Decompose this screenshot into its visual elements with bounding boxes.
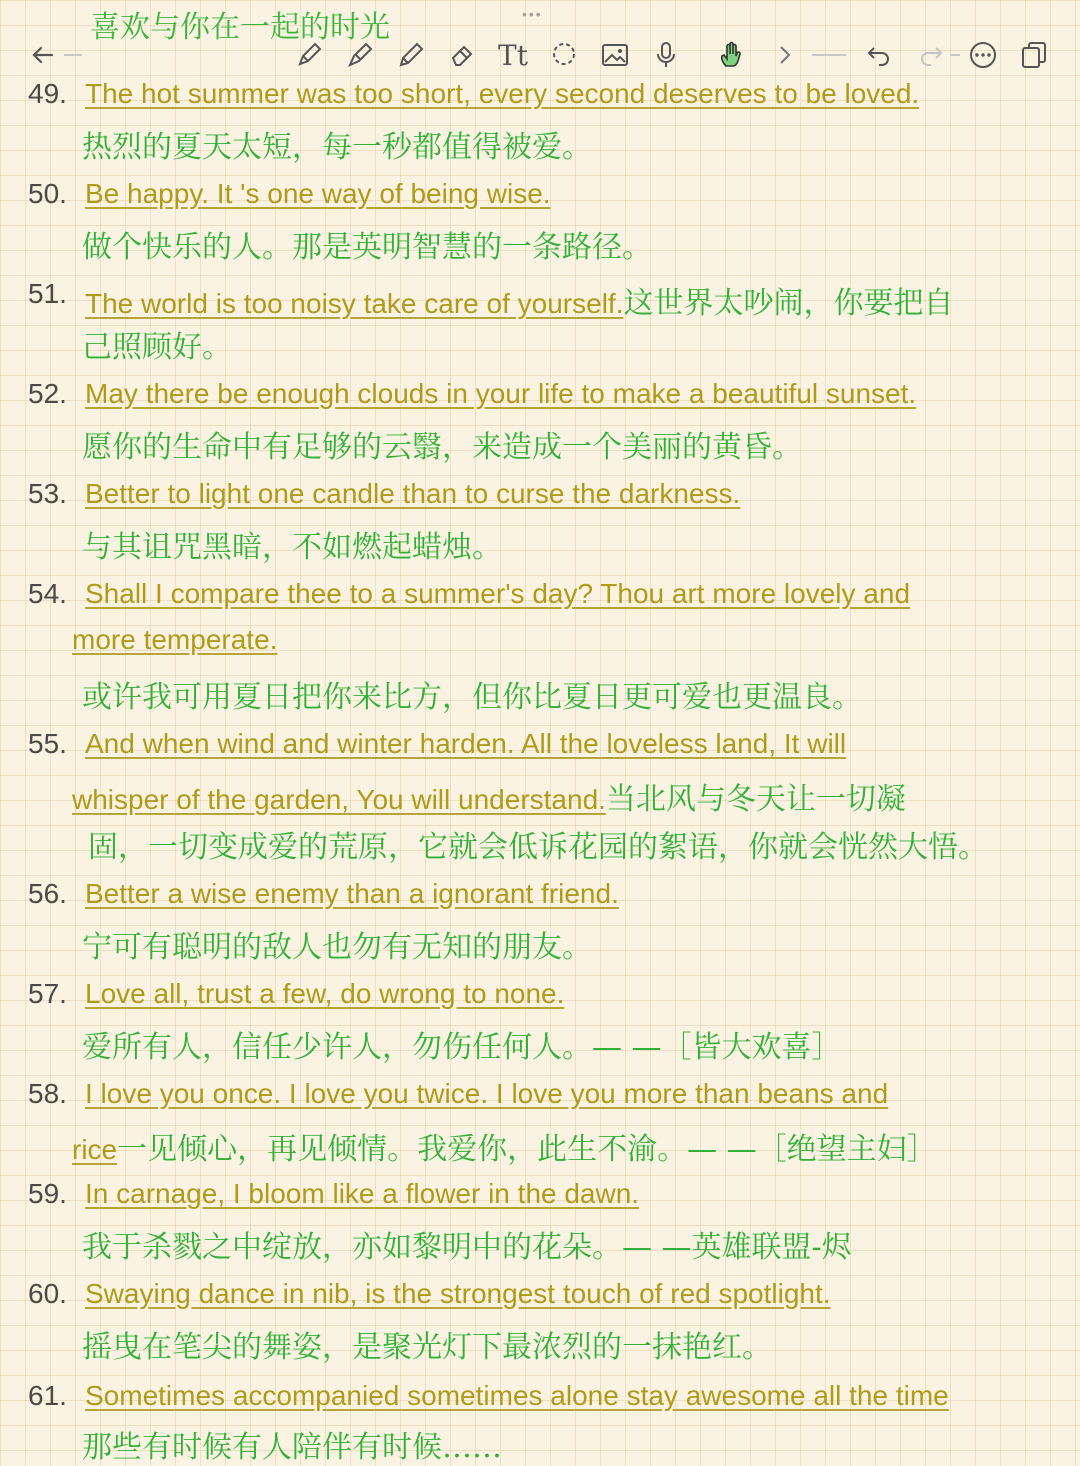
item-number: 49.: [28, 78, 67, 109]
more-icon[interactable]: [964, 36, 1002, 74]
pencil-icon[interactable]: [392, 36, 430, 74]
chinese-translation: [82, 522, 502, 572]
highlighter-icon[interactable]: [341, 36, 379, 74]
english-quote: Be happy. It 's one way of being wise.: [85, 178, 551, 209]
chinese-text-inline: 一见倾心，再见倾情。我爱你，此生不渝。— —［绝望主妇］: [117, 1132, 937, 1167]
pen-icon[interactable]: [290, 36, 328, 74]
item-number: 55.: [28, 728, 67, 759]
chinese-translation: [82, 1022, 842, 1072]
item-number: 52.: [28, 378, 67, 409]
chinese-text: 宁可有聪明的敌人也勿有无知的朋友。: [82, 930, 592, 965]
chinese-text: 固，一切变成爱的荒原，它就会低诉花园的絮语，你就会恍然大悟。: [88, 830, 988, 865]
english-quote: May there be enough clouds in your life to make a beautiful sunset.: [85, 378, 917, 409]
english-quote: And when wind and winter harden. All the loveless land, It will: [85, 728, 847, 759]
image-icon[interactable]: [596, 36, 634, 74]
item-number: 61.: [28, 1380, 67, 1411]
document-title[interactable]: 喜欢与你在一起的时光: [90, 10, 390, 45]
chinese-text: 那些有时候有人陪伴有时候……: [82, 1430, 502, 1465]
chinese-translation: [82, 922, 592, 972]
chinese-text: 愿你的生命中有足够的云翳，来造成一个美丽的黄昏。: [82, 430, 802, 465]
item-number: 60.: [28, 1278, 67, 1309]
english-quote: more temperate.: [72, 624, 278, 655]
english-quote: Swaying dance in nib, is the strongest touch of red spotlight.: [85, 1278, 831, 1309]
item-number: 53.: [28, 478, 67, 509]
english-quote: The world is too noisy take care of yourself.: [85, 288, 624, 319]
chinese-text: 或许我可用夏日把你来比方，但你比夏日更可爱也更温良。: [82, 680, 862, 715]
chinese-translation: [82, 222, 652, 272]
english-quote: whisper of the garden, You will understand.: [72, 784, 606, 815]
hand-gesture-icon[interactable]: [712, 36, 750, 74]
drag-handle[interactable]: •••: [522, 6, 543, 22]
english-quote: Sometimes accompanied sometimes alone stay awesome all the time: [85, 1380, 949, 1411]
item-number: 59.: [28, 1178, 67, 1209]
chinese-text: 摇曳在笔尖的舞姿，是聚光灯下最浓烈的一抹艳红。: [82, 1330, 772, 1365]
pages-icon[interactable]: [1015, 36, 1053, 74]
chinese-translation: [82, 422, 802, 472]
english-quote: In carnage, I bloom like a flower in the dawn.: [85, 1178, 640, 1209]
chinese-translation: [82, 122, 592, 172]
chinese-translation: [82, 672, 862, 722]
english-quote: Shall I compare thee to a summer's day? Thou art more lovely and: [85, 578, 911, 609]
english-quote: Better a wise enemy than a ignorant friend.: [85, 878, 619, 909]
text-tool-icon[interactable]: Tt: [498, 38, 528, 72]
toolbar: [0, 0, 1080, 80]
lasso-icon[interactable]: [545, 36, 583, 74]
english-quote-continuation: [72, 774, 906, 824]
english-quote: I love you once. I love you twice. I love you more than beans and: [85, 1078, 889, 1109]
chinese-text: 做个快乐的人。那是英明智慧的一条路径。: [82, 230, 652, 265]
english-quote: Love all, trust a few, do wrong to none.: [85, 978, 565, 1009]
toolbar-divider: [950, 54, 960, 56]
item-number: 50.: [28, 178, 67, 209]
chinese-text-inline: 当北风与冬天让一切凝: [605, 782, 906, 817]
back-arrow-icon[interactable]: [24, 36, 62, 74]
chinese-text: 我于杀戮之中绽放，亦如黎明中的花朵。— —英雄联盟-烬: [82, 1230, 852, 1265]
chevron-right-icon[interactable]: [766, 36, 804, 74]
item-number: 57.: [28, 978, 67, 1009]
english-quote: The hot summer was too short, every second deserves to be loved.: [85, 78, 920, 109]
english-quote: rice: [72, 1134, 118, 1165]
eraser-icon[interactable]: [443, 36, 481, 74]
chinese-text: 热烈的夏天太短，每一秒都值得被爱。: [82, 130, 592, 165]
chinese-text-inline: 这世界太吵闹，你要把自: [623, 286, 954, 321]
partially-visible-line: [0, 1420, 1080, 1465]
english-quote: Better to light one candle than to curse the darkness.: [85, 478, 741, 509]
chinese-translation: [88, 822, 988, 872]
item-number: 51.: [28, 278, 67, 309]
chinese-text: 己照顾好。: [82, 330, 232, 365]
chinese-translation: [82, 1322, 772, 1372]
undo-icon[interactable]: [860, 36, 898, 74]
chinese-translation: [82, 1222, 852, 1272]
item-number: 54.: [28, 578, 67, 609]
redo-icon[interactable]: [912, 36, 950, 74]
chinese-translation: [82, 322, 232, 372]
english-quote-continuation: [72, 1124, 937, 1174]
chinese-text: 与其诅咒黑暗，不如燃起蜡烛。: [82, 530, 502, 565]
toolbar-divider: [64, 54, 82, 56]
microphone-icon[interactable]: [647, 36, 685, 74]
item-number: 58.: [28, 1078, 67, 1109]
chinese-text: 爱所有人，信任少许人，勿伤任何人。— —［皆大欢喜］: [82, 1030, 842, 1065]
english-quote-continuation: [72, 624, 277, 674]
item-number: 56.: [28, 878, 67, 909]
toolbar-divider: [812, 54, 846, 56]
